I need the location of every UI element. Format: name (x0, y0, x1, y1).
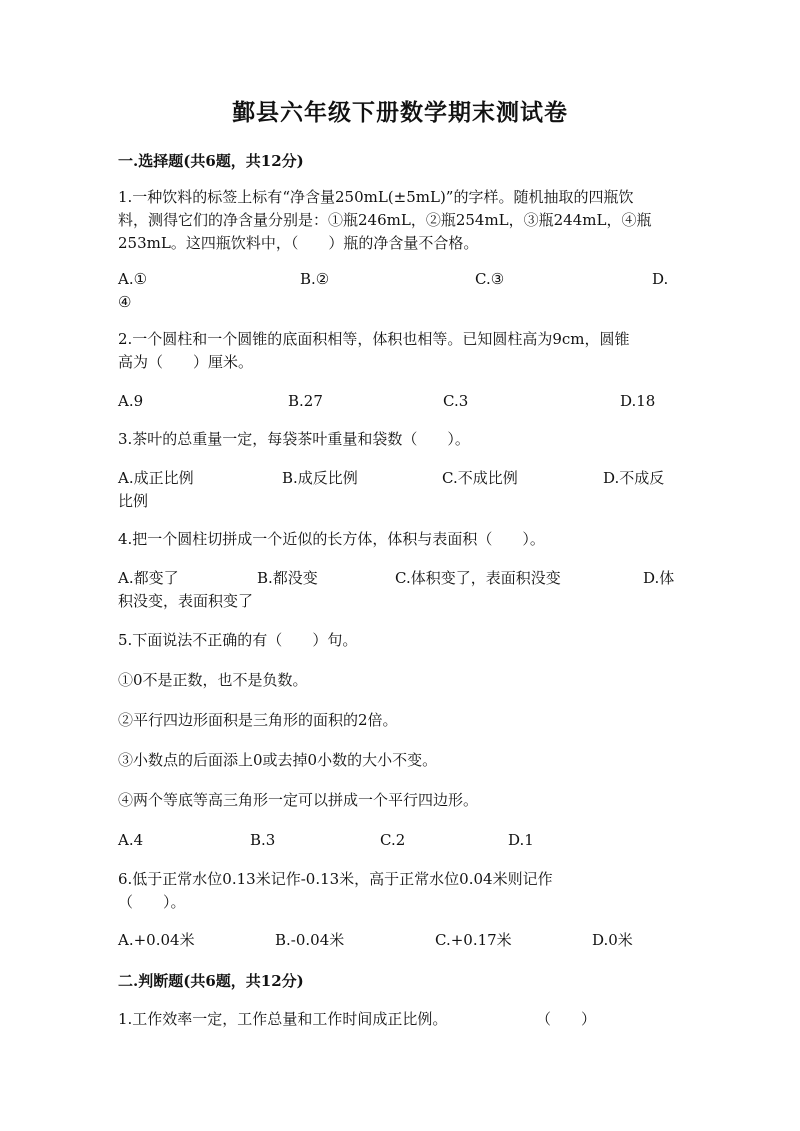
option-b[interactable]: B.都没变 (257, 569, 318, 587)
option-a[interactable]: A.9 (118, 392, 144, 410)
question-5-statement-4: ④两个等底等高三角形一定可以拼成一个平行四边形。 (118, 791, 479, 809)
option-b[interactable]: B.② (300, 270, 330, 288)
judgement-1-text: 1.工作效率一定，工作总量和工作时间成正比例。 (118, 1010, 448, 1028)
question-6-line-1: 6.低于正常水位0.13米记作-0.13米，高于正常水位0.04米则记作 (118, 870, 553, 888)
option-d[interactable]: D. (652, 270, 669, 288)
option-a[interactable]: A.+0.04米 (118, 931, 195, 949)
option-d[interactable]: D.体 (643, 569, 675, 587)
question-3-line-1: 3.茶叶的总重量一定，每袋茶叶重量和袋数（ ）。 (118, 430, 470, 448)
question-1-stem (118, 186, 678, 255)
option-a[interactable]: A.4 (118, 831, 144, 849)
question-4-options (118, 567, 678, 613)
option-b[interactable]: B.3 (250, 831, 276, 849)
option-a[interactable]: A.① (118, 270, 148, 288)
question-3-stem (118, 428, 678, 451)
question-6-line-2: （ ）。 (118, 893, 186, 911)
option-a[interactable]: A.成正比例 (118, 469, 194, 487)
option-c[interactable]: C.2 (380, 831, 406, 849)
question-6-stem (118, 868, 678, 914)
option-d[interactable]: D.1 (508, 831, 534, 849)
judgement-1 (118, 1008, 678, 1031)
option-d-wrap: ④ (118, 293, 132, 311)
question-5-statement-1: ①0不是正数，也不是负数。 (118, 671, 308, 689)
judgement-1-answer-blank[interactable]: （ ） (536, 1010, 597, 1028)
question-1-line-1: 1.一种饮料的标签上标有“净含量250mL(±5mL)”的字样。随机抽取的四瓶饮 (118, 188, 634, 206)
option-d[interactable]: D.0米 (592, 931, 633, 949)
option-b[interactable]: B.27 (288, 392, 323, 410)
section-heading-judgement: 二.判断题(共6题，共12分) (118, 972, 304, 990)
option-c[interactable]: C.③ (475, 270, 505, 288)
option-c[interactable]: C.体积变了，表面积没变 (395, 569, 561, 587)
option-c[interactable]: C.3 (443, 392, 469, 410)
question-2-line-2: 高为（ ）厘米。 (118, 353, 254, 371)
option-c[interactable]: C.+0.17米 (435, 931, 512, 949)
question-5-statement-3: ③小数点的后面添上0或去掉0小数的大小不变。 (118, 751, 438, 769)
question-4-line-1: 4.把一个圆柱切拼成一个近似的长方体，体积与表面积（ ）。 (118, 530, 545, 548)
option-c[interactable]: C.不成比例 (442, 469, 518, 487)
page-title: 鄞县六年级下册数学期末测试卷 (232, 99, 568, 126)
question-5-statement-2: ②平行四边形面积是三角形的面积的2倍。 (118, 711, 398, 729)
section-heading-choice: 一.选择题(共6题，共12分) (118, 152, 304, 170)
question-5-stem: 5.下面说法不正确的有（ ）句。 (118, 631, 358, 649)
question-1-line-2: 料，测得它们的净含量分别是：①瓶246mL，②瓶254mL，③瓶244mL，④瓶 (118, 211, 652, 229)
question-1-line-3: 253mL。这四瓶饮料中，（ ）瓶的净含量不合格。 (118, 234, 479, 252)
option-b[interactable]: B.成反比例 (282, 469, 358, 487)
question-6-options (118, 929, 678, 975)
option-d-wrap: 比例 (118, 492, 149, 510)
option-d[interactable]: D.18 (620, 392, 656, 410)
question-4-stem (118, 528, 678, 551)
option-a[interactable]: A.都变了 (118, 569, 179, 587)
option-b[interactable]: B.-0.04米 (275, 931, 345, 949)
option-d[interactable]: D.不成反 (603, 469, 665, 487)
question-3-options (118, 467, 678, 513)
question-2-stem (118, 328, 678, 374)
option-d-wrap: 积没变，表面积变了 (118, 592, 254, 610)
question-1-options (118, 268, 678, 314)
question-2-line-1: 2.一个圆柱和一个圆锥的底面积相等，体积也相等。已知圆柱高为9cm，圆锥 (118, 330, 630, 348)
